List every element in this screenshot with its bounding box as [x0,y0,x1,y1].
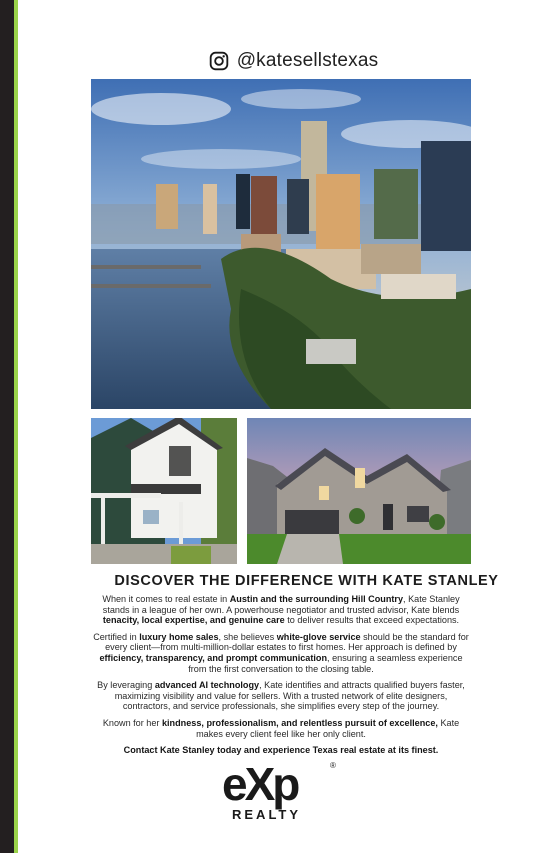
bold-span: Austin and the surrounding Hill Country [229,594,404,604]
body-copy [93,594,469,762]
text-span: Kate makes every client feel like her only client. [196,717,460,739]
paragraph-intro [93,594,469,626]
text-span: should be the standard for every client—from multi-million-dollar estates to first homes. Her approach is defined by [105,631,469,653]
text-span: , Kate identifies and attracts qualified buyers faster, maximizing visibility and value for sellers. With a trusted network of elite designers, contractors, and service professionals, she simplifies every step of the journey. [114,680,465,712]
text-span: , ensuring a seamless experience from the first conversation to the closing table. [188,652,463,674]
paragraph-luxury [93,632,469,674]
text-span: , she believes [218,631,277,642]
stone-house-photo [247,418,471,564]
exp-realty-logo [222,758,340,824]
bold-span: tenacity, local expertise, and genuine care [102,615,285,626]
logo-registered-mark: ® [330,761,336,770]
instagram-icon [209,51,229,71]
text-span: to deliver results that exceed expectations. [284,615,460,626]
austin-skyline-photo [91,79,471,409]
text-span: , Kate Stanley stands in a league of her own. A powerhouse negotiator and trusted advisor, Kate blends [102,594,460,615]
text-span: Certified in [93,631,140,642]
bold-span: white-glove service [276,631,361,642]
bold-span: advanced AI technology [154,680,260,691]
bold-span: efficiency, transparency, and prompt communication [99,652,328,663]
bold-span: kindness, professionalism, and relentless pursuit of excellence, [161,717,438,728]
paragraph-technology [93,680,469,712]
headline: DISCOVER THE DIFFERENCE WITH KATE STANLEY [114,573,499,589]
paragraph-character [93,718,469,739]
logo-sub-text: REALTY [232,807,302,822]
bold-span: luxury home sales [139,631,219,642]
text-span: Known for her [102,717,162,728]
cta-text: Contact Kate Stanley today and experience Texas real estate at its finest. [123,745,439,756]
logo-brand-text: eXp [222,758,298,810]
text-span: By leveraging [97,680,155,691]
left-accent-stripe [14,0,18,853]
townhouse-photo [91,418,237,564]
left-side-bar [0,0,14,853]
text-span: When it comes to real estate in [102,594,230,604]
instagram-handle-row [0,44,553,78]
instagram-handle: @katesellstexas [236,50,379,71]
call-to-action [93,745,469,756]
